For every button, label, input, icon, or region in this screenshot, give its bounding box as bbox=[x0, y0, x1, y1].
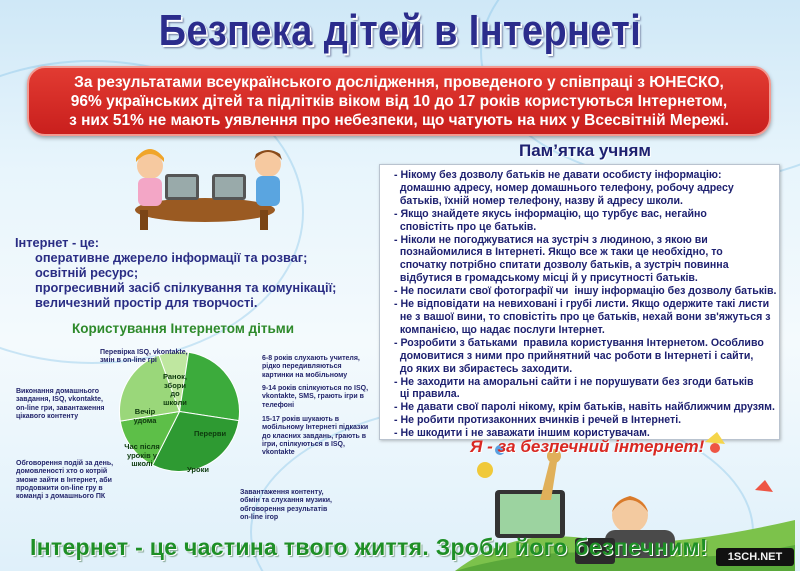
memo-line: компанією, що надає послуги Інтернет. bbox=[394, 323, 605, 336]
slice-label: Вечір удома bbox=[133, 407, 157, 425]
memo-line: - Не заходити на аморальні сайти і не порушувати без згоди батьків bbox=[394, 375, 754, 388]
watermark: 1SCH.NET bbox=[716, 548, 794, 566]
page-title: Безпека дітей в Інтернеті bbox=[158, 6, 642, 55]
memo-line: - Не посилати свої фотографії чи іншу інформацію без дозволу батьків. bbox=[394, 285, 777, 298]
banner-line: з них 51% не мають уявлення про небезпеки, що чатують на них у Всесвітній Мережі. bbox=[69, 112, 729, 129]
slice-label: Перерви bbox=[193, 429, 227, 438]
internet-item: прогресивний засіб спілкування та комунікації; bbox=[35, 280, 337, 295]
chart-annotation: Перевірка ISQ, vkontakte, змін в on-line грі bbox=[100, 349, 188, 365]
memo-line: познайомилися в Інтернеті. Якщо все ж таки це необхідно, то bbox=[394, 246, 723, 259]
chart-annotation: Обговорення подій за день, домовленості хто о котрій зможе зайти в Інтернет, аби продовжити on-line гру в команді з домашнього ПК bbox=[16, 460, 114, 501]
bottom-slogan: Інтернет - це частина твого життя. Зроби його безпечним! bbox=[30, 534, 708, 560]
memo-line: ці правила. bbox=[394, 388, 460, 401]
internet-item: освітній ресурс; bbox=[35, 265, 139, 280]
kids-computer-illustration bbox=[120, 132, 290, 232]
banner-line: За результатами всеукраїнського дослідження, проведеного у співпраці з ЮНЕСКО, bbox=[74, 74, 724, 91]
safe-internet-slogan: Я - за безпечний інтернет! bbox=[470, 437, 705, 456]
internet-definition bbox=[15, 235, 375, 310]
memo-line: до яких ви збираєтесь заходити. bbox=[394, 362, 573, 375]
memo-line: - Не робити протизаконних вчинків і речей в Інтернеті. bbox=[394, 414, 682, 427]
internet-item: оперативне джерело інформації та розваг; bbox=[35, 250, 308, 265]
memo-line: спочатку потрібно спитати дозволу батьків, а зустріч повинна bbox=[394, 259, 729, 272]
memo-line: домашню адресу, номер домашнього телефону, робочу адресу bbox=[394, 181, 734, 194]
slice-label: Час після уроків у школі bbox=[124, 442, 160, 468]
memo-line: - Не відповідати на невиховані і грубі листи. Якщо одержите такі листи bbox=[394, 298, 770, 311]
memo-panel bbox=[379, 164, 780, 440]
chart-annotation: 6-8 років слухають учителя, рідко передивляються картинки на мобільному bbox=[262, 355, 360, 379]
chart-title: Користування Інтернетом дітьми bbox=[72, 321, 295, 336]
memo-line: - Не шкодити і не заважати іншим користувачам. bbox=[394, 427, 650, 440]
memo-line: - Нікому без дозволу батьків не давати особисту інформацію: bbox=[394, 169, 722, 181]
memo-line: - Розробити з батьками правила користування Інтернетом. Особливо bbox=[394, 336, 764, 349]
memo-line: сповістіть про це батьків. bbox=[394, 220, 537, 233]
slice-label: Уроки bbox=[187, 465, 209, 474]
memo-list bbox=[380, 165, 779, 440]
chart-annotation: 15-17 років шукають в мобільному Інтернеті підказки до класних завдань, грають в ігри, спілкуються в ISQ, vkontakte bbox=[262, 416, 369, 457]
memo-line: не з вашої вини, то сповістіть про це батьків, нехай вони зв'яжуться з bbox=[394, 310, 771, 323]
slice-label: Ранок, збори до школи bbox=[162, 372, 188, 407]
statistics-banner bbox=[27, 66, 771, 136]
chart-annotation: Завантаження контенту, обмін та слухання музики, обговорення результатів on-line ігор bbox=[240, 489, 332, 521]
memo-line: - Якщо знайдете якусь інформацію, що турбує вас, негайно bbox=[394, 207, 707, 220]
memo-line: - Ніколи не погоджуватися на зустріч з людиною, з якою ви bbox=[394, 233, 708, 246]
chart-annotation: 9-14 років спілкуються по ISQ, vkontakte, SMS, грають ігри в телефоні bbox=[262, 385, 369, 409]
memo-line: домовитися з ними про прийнятний час роботи в Інтернеті і сайти, bbox=[394, 349, 754, 362]
internet-item: величезний простір для творчості. bbox=[35, 295, 258, 310]
banner-line: 96% українських дітей та підлітків віком від 10 до 17 років користуються Інтернетом, bbox=[70, 93, 728, 110]
internet-heading: Інтернет - це: bbox=[15, 235, 100, 250]
memo-title: Пам’ятка учням bbox=[519, 141, 651, 160]
chart-annotation: Виконання домашнього завдання, ISQ, vkontakte, on-line гри, завантаження цікавого контенту bbox=[16, 388, 105, 420]
memo-line: відбутися в громадському місці й у присутності батьків. bbox=[394, 272, 698, 285]
memo-line: - Не давати свої паролі нікому, крім батьків, навіть найближчим друзям. bbox=[394, 401, 775, 414]
memo-line: батьків, їхній номер телефону, назву й адресу школи. bbox=[394, 194, 683, 207]
